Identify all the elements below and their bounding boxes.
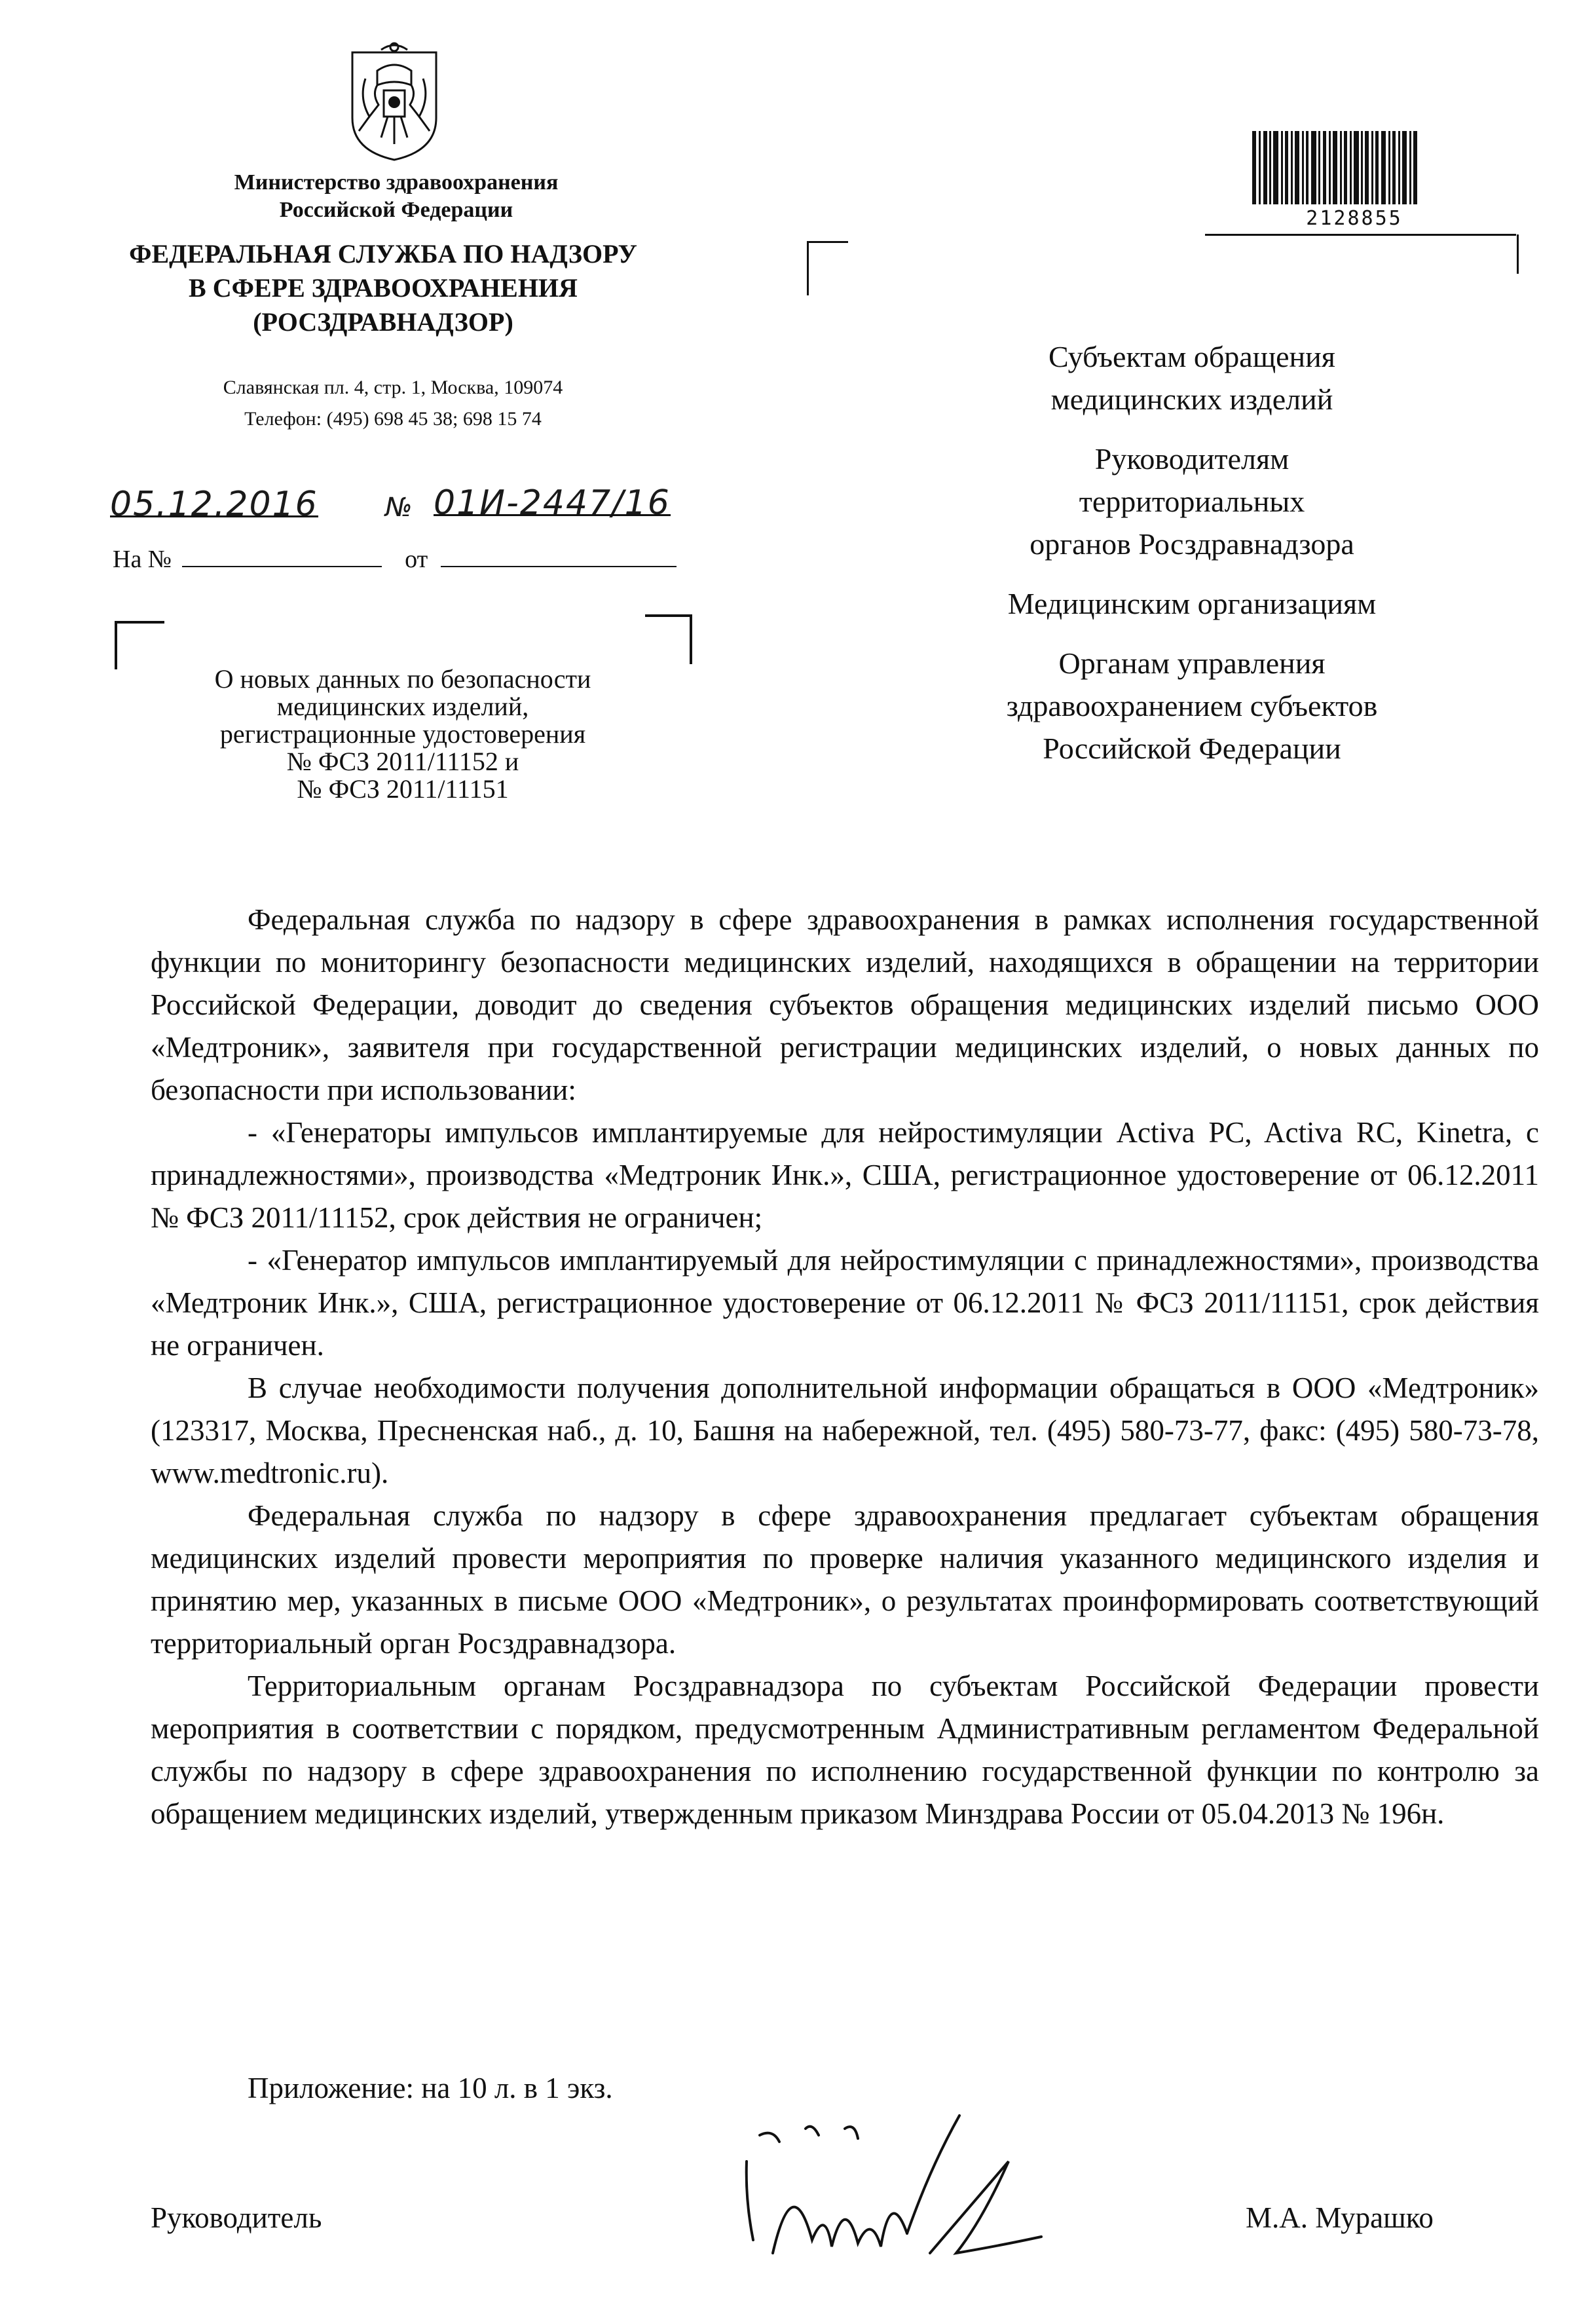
subject-line-5: № ФСЗ 2011/11151 [297,774,509,804]
body-paragraph: - «Генераторы импульсов имплантируемые для нейростимуляции Activa PC, Activa RC, Kinetra, с принадлежностями», производства «Медтроник Инк.», США, регистрационное удостоверение от 06.12.2011 № ФСЗ 2011/11152, срок действия не ограничен; [151,1116,1539,1234]
ministry-line-2: Российской Федерации [279,198,513,222]
addressee-group [897,642,1487,770]
barcode-icon [1252,131,1417,204]
subject-bracket-right [645,614,692,664]
addressee-group [897,582,1487,625]
body-paragraph: Федеральная служба по надзору в сфере здравоохранения предлагает субъектам обращения медицинских изделий провести мероприятия по проверке наличия указанного медицинского изделия и принятию мер, указанных в письме ООО «Медтроник», о результатах проинформировать соответствующий территориальный орган Росздравнадзора. [151,1499,1539,1660]
attachment-note: Приложение: на 10 л. в 1 экз. [248,2072,613,2104]
reply-from-label: от [405,546,428,573]
reply-from-blank [441,565,677,567]
body-paragraph: В случае необходимости получения дополнительной информации обращаться в ООО «Медтроник» (123317, Москва, Пресненская наб., д. 10, Башня на набережной, тел. (495) 580-73-77, факс: (495) 580-73-78, www.medtronic.ru). [151,1372,1539,1489]
agency-line-3: (РОСЗДРАВНАДЗОР) [253,307,513,337]
russian-coat-of-arms-icon [339,39,449,162]
signatory-title: Руководитель [151,2201,322,2234]
addressee-line: органов Росздравнадзора [1030,527,1354,561]
body-paragraph: - «Генератор импульсов имплантируемый для нейростимуляции с принадлежностями», производства «Медтроник Инк.», США, регистрационное удостоверение от 06.12.2011 № ФСЗ 2011/11151, срок действия не ограничен. [151,1244,1539,1362]
addressee-line: Органам управления [1058,646,1326,680]
addressee-bracket-right [1472,234,1519,274]
reply-reference [113,545,677,574]
addressee-block [897,335,1487,787]
signatory-name: М.А. Мурашко [1246,2201,1434,2234]
subject-bracket-left [115,621,164,669]
subject-line-3: регистрационные удостоверения [219,719,586,749]
phone-line: Телефон: (495) 698 45 38; 698 15 74 [244,408,542,430]
addressee-line: Медицинским организациям [1007,587,1377,620]
ministry-name [157,169,635,224]
addressee-bracket-left [807,241,848,295]
subject-line-2: медицинских изделий, [276,692,529,721]
agency-name [79,237,688,339]
reply-to-label: На № [113,546,172,573]
addressee-line: Руководителям [1094,442,1290,476]
registration-date: 05.12.2016 [110,485,318,524]
agency-address [144,372,642,435]
addressee-line: территориальных [1079,485,1305,518]
letter-subject [115,665,691,803]
agency-line-1: ФЕДЕРАЛЬНАЯ СЛУЖБА ПО НАДЗОРУ [129,239,637,269]
number-sign: № [385,493,414,523]
barcode-number: 2128855 [1306,207,1403,230]
addressee-line: Субъектам обращения [1049,340,1335,373]
addressee-group [897,438,1487,565]
reply-to-blank [182,565,382,567]
addressee-line: здравоохранением субъектов [1006,689,1378,722]
handwritten-signature-icon [733,2089,1061,2286]
address-line: Славянская пл. 4, стр. 1, Москва, 109074 [223,377,563,398]
agency-line-2: В СФЕРЕ ЗДРАВООХРАНЕНИЯ [189,273,578,303]
body-paragraph: Территориальным органам Росздравнадзора по субъектам Российской Федерации провести мероприятия в соответствии с порядком, предусмотренным Административным регламентом Федеральной службы по надзору в сфере здравоохранения по исполнению государственной функции по контролю за обращением медицинских изделий, утвержденным приказом Минздрава России от 05.04.2013 № 196н. [151,1670,1539,1830]
registration-number: 01И-2447/16 [434,483,671,523]
ministry-line-1: Министерство здравоохранения [234,170,559,195]
subject-line-1: О новых данных по безопасности [214,664,591,694]
barcode-underline [1205,234,1516,236]
subject-line-4: № ФСЗ 2011/11152 и [286,747,519,776]
body-paragraph: Федеральная служба по надзору в сфере здравоохранения в рамках исполнения государственной функции по мониторингу безопасности медицинских изделий, находящихся в обращении на территории Российской Федерации, доводит до сведения субъектов обращения медицинских изделий письмо ООО «Медтроник», заявителя при государственной регистрации медицинских изделий, о новых данных по безопасности при использовании: [151,903,1539,1106]
letter-body [151,899,1539,1835]
addressee-line: Российской Федерации [1043,732,1341,765]
addressee-group [897,335,1487,420]
addressee-line: медицинских изделий [1050,383,1333,416]
